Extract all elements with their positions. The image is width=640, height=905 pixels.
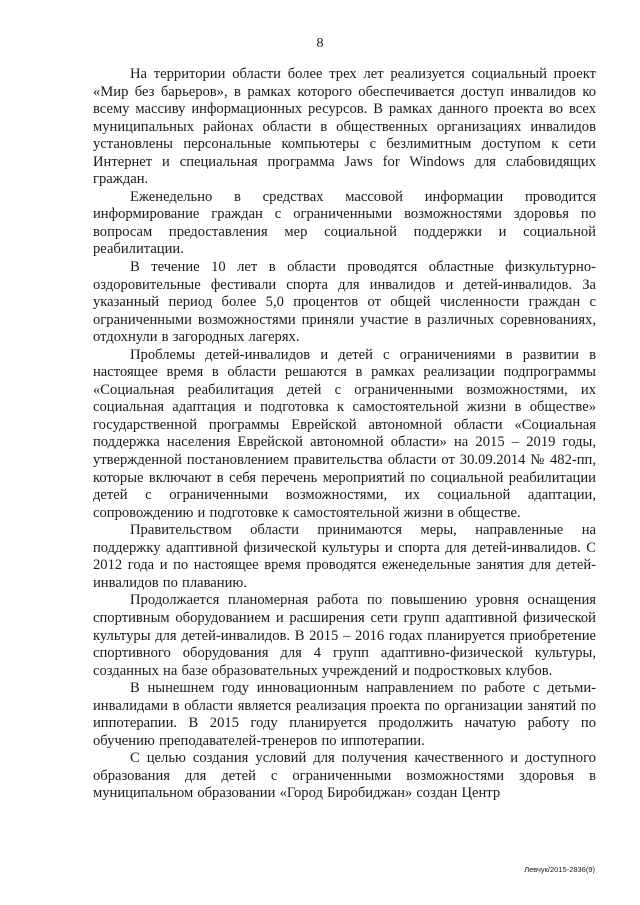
paragraph-child-rehabilitation-subprogram: Проблемы детей-инвалидов и детей с ограничениями в развитии в настоящее время в области решаются в рамках реализации подпрограммы «Социальная реабилитация детей с ограниченными возможностями, их социальная адаптация и подготовка к самостоятельной жизни в обществе» государственной программы Еврейской автономной области «Социальная поддержка населения Еврейской автономной области» на 2015 – 2019 годы, утвержденной постановлением правительства области от 30.09.2014 № 482-пп, которые включают в себя перечень мероприятий по социальной реабилитации детей с ограниченными возможностями, их социальной адаптации, сопровождению и подготовке к самостоятельной жизни в обществе. [93, 346, 596, 521]
paragraph-sports-festivals: В течение 10 лет в области проводятся областные физкультурно-оздоровительные фестивали спорта для инвалидов и детей-инвалидов. За указанный период более 5,0 процентов от общей численности граждан с ограниченными возможностями приняли участие в различных соревнованиях, отдохнули в загородных лагерях. [93, 259, 596, 346]
paragraph-education-center: С целью создания условий для получения качественного и доступного образования для детей с ограниченными возможностями здоровья в муниципальном образовании «Город Биробиджан» создан Центр [93, 750, 596, 802]
paragraph-hippotherapy: В нынешнем году инновационным направлением по работе с детьми-инвалидами в области является реализация проекта по организации занятий по иппотерапии. В 2015 году планируется продолжить начатую работу по обучению преподавателей-тренеров по иппотерапии. [93, 680, 596, 749]
page-number: 8 [316, 36, 324, 51]
document-body [93, 66, 596, 803]
paragraph-sports-equipment: Продолжается планомерная работа по повышению уровня оснащения спортивным оборудованием и расширения сети групп адаптивной физической культуры для детей-инвалидов. В 2015 – 2016 годах планируется приобретение спортивного оборудования для 4 групп адаптивно-физической культуры, созданных на базе образовательных учреждений и подростковых клубов. [93, 592, 596, 679]
paragraph-media-informing: Еженедельно в средствах массовой информации проводится информирование граждан с ограниченными возможностями здоровья по вопросам предоставления мер социальной поддержки и социальной реабилитации. [93, 188, 596, 258]
paragraph-barrier-free-project: На территории области более трех лет реализуется социальный проект «Мир без барьеров», в рамках которого обеспечивается доступ инвалидов ко всему массиву информационных ресурсов. В рамках данного проекта во всех муниципальных районах области в общественных организациях инвалидов установлены персональные компьютеры с безлимитным доступом к сети Интернет и специальная программа Jaws for Windows для слабовидящих граждан. [93, 66, 596, 188]
paragraph-adaptive-sports-support: Правительством области принимаются меры, направленные на поддержку адаптивной физической культуры и спорта для детей-инвалидов. С 2012 года и по настоящее время проводятся еженедельные занятия для детей-инвалидов по плаванию. [93, 522, 596, 591]
document-reference-code: Левчук/2015-2836(9) [524, 865, 595, 874]
